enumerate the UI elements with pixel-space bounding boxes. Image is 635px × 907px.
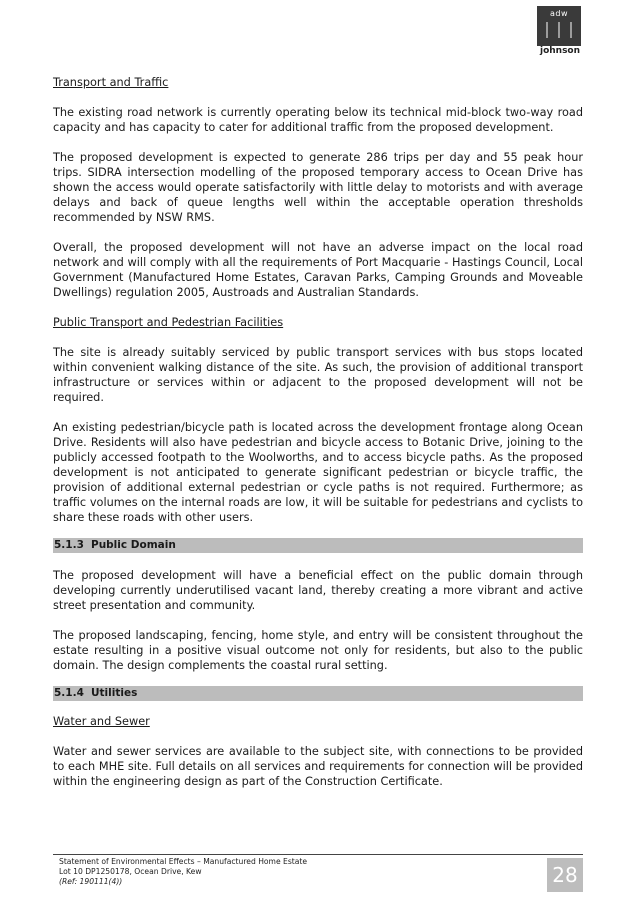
water-sewer-paragraph-1: Water and sewer services are available to the subject site, with connections to be provided to each MHE site. Full details on all services and requirements for connection will be provided within the engineering design as part of the Construction Certificate. xyxy=(53,745,583,788)
section-number: 5.1.3 xyxy=(54,539,84,551)
water-sewer-heading: Water and Sewer xyxy=(53,715,150,728)
transport-paragraph-2: The proposed development is expected to generate 286 trips per day and 55 peak hour trips. SIDRA intersection modelling of the proposed temporary access to Ocean Drive has shown the access would operate satisfactorily with little delay to motorists and with average delays and back of queue lengths well within the acceptable operation thresholds recommended by NSW RMS. xyxy=(53,151,583,224)
logo-brand-text: johnson xyxy=(539,46,581,56)
section-title: Public Domain xyxy=(91,539,176,551)
public-transport-paragraph-1: The site is already suitably serviced by public transport services with bus stops located within convenient walking distance of the site. As such, the provision of additional transport infrastructure or services within or adjacent to the proposed development will not be required. xyxy=(53,346,583,404)
transport-heading: Transport and Traffic xyxy=(53,76,169,89)
public-transport-paragraph-2: An existing pedestrian/bicycle path is located across the development frontage along Ocean Drive. Residents will also have pedestrian and bicycle access to Botanic Drive, joining to the publicly accessed footpath to the Woolworths, and to access bicycle paths. As the proposed development is not anticipated to generate significant pedestrian or bicycle traffic, the provision of additional external pedestrian or cycle paths is not required. Furthermore; as traffic volumes on the internal roads are low, it will be suitable for pedestrians and cyclists to share these roads with other users. xyxy=(53,421,583,524)
footer-text xyxy=(53,855,583,887)
logo-top-text: adw xyxy=(549,9,569,18)
footer-line-2: Lot 10 DP1250178, Ocean Drive, Kew xyxy=(59,867,202,876)
logo-box xyxy=(537,6,581,46)
section-number: 5.1.4 xyxy=(54,687,84,699)
public-transport-heading: Public Transport and Pedestrian Facilities xyxy=(53,316,284,329)
footer-reference: (Ref: 190111(4)) xyxy=(59,877,123,886)
section-title: Utilities xyxy=(91,687,138,699)
company-logo xyxy=(537,6,581,56)
page-content xyxy=(53,75,583,789)
public-domain-paragraph-2: The proposed landscaping, fencing, home style, and entry will be consistent throughout the estate resulting in a positive visual outcome not only for residents, but also to the public domain. The design complements the coastal rural setting. xyxy=(53,629,583,672)
footer-line-1: Statement of Environmental Effects – Manufactured Home Estate xyxy=(59,857,308,866)
section-5-1-4-bar xyxy=(53,686,583,701)
section-5-1-3-bar xyxy=(53,538,583,553)
page-number: 28 xyxy=(547,858,583,892)
public-domain-paragraph-1: The proposed development will have a beneficial effect on the public domain through developing currently underutilised vacant land, thereby creating a more vibrant and active street presentation and community. xyxy=(53,569,583,612)
logo-mark-icon xyxy=(539,20,579,40)
transport-paragraph-3: Overall, the proposed development will not have an adverse impact on the local road network and will comply with all the requirements of Port Macquarie - Hastings Council, Local Government (Manufactured Home Estates, Caravan Parks, Camping Grounds and Moveable Dwellings) regulation 2005, Austroads and Australian Standards. xyxy=(53,241,583,299)
page-footer xyxy=(53,854,583,887)
transport-paragraph-1: The existing road network is currently operating below its technical mid-block two-way road capacity and has capacity to cater for additional traffic from the proposed development. xyxy=(53,106,583,134)
